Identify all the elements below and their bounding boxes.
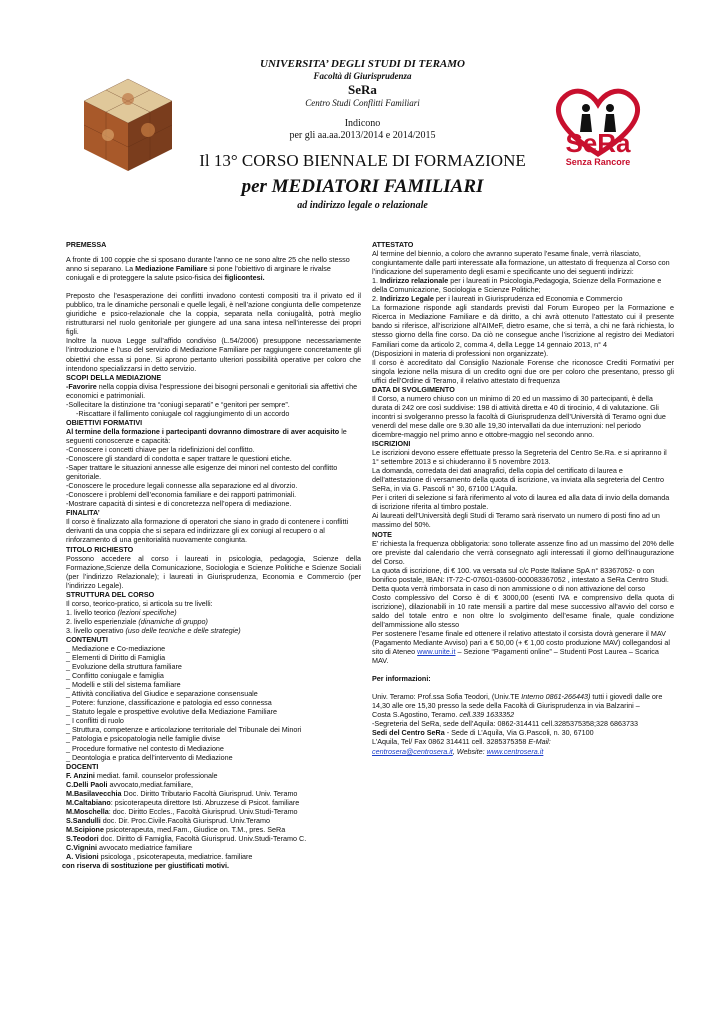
faculty-name: Facoltà di Giurisprudenza <box>313 71 412 81</box>
docente-item: M.Scipione psicoterapeuta, med.Fam., Giudice on. T.M., pres. SeRa <box>66 824 286 834</box>
svg-text:SeRa: SeRa <box>565 128 631 158</box>
scopi-heading: SCOPI DELLA MEDIAZIONE <box>66 372 162 382</box>
finalita-heading: FINALITA’ <box>66 508 100 518</box>
docente-item: C.Delli Paoli avvocato,mediat.familiare, <box>66 779 194 789</box>
finalita-paragraph: Il corso è finalizzato alla formazione di operatori che siano in grado di contenere i conflitti derivanti da una coppia che si separa ed indirizzare gli ex coniugi al recupero o al rinforzamento di una genitorialità nuovamente congiunta. <box>66 517 349 545</box>
docenti-heading: DOCENTI <box>66 761 99 771</box>
docente-item: S.Sandulli doc. Dir. Proc.Civile.Facoltà Giurisprud. Univ.Teramo <box>66 815 270 825</box>
university-name: UNIVERSITA’ DEGLI STUDI DI TERAMO <box>260 58 465 70</box>
obiettivi-item: -Conoscere i concetti chiave per la ridefinizioni del conflitto. <box>66 444 255 454</box>
docente-item: F. Anzini mediat. famil. counselor professionale <box>66 770 218 780</box>
course-title: Il 13° CORSO BIENNALE DI FORMAZIONE <box>199 151 526 170</box>
note-paragraph-3: Costo complessivo del Corso è di € 3000,00 (esenti IVA e comprensivo della quota di iscrizione), dilazionabili in 10 rate mensili a partire dal mese successivo all’avvio del corso e saldo del totale entro e non oltre lo svolgimento dell’esame finale, quale condizione dell’ammissione allo stesso <box>372 592 674 629</box>
livello-item: 2. livello esperienziale (dinamiche di gruppo) <box>66 616 208 626</box>
contenuti-item: _ Modelli e stili del sistema familiare <box>66 680 181 690</box>
iscrizioni-paragraph-4: Ai laureati dell’Università degli Studi di Teramo sarà riservato un numero di posti fino ad un massimo del 50%. <box>372 511 660 530</box>
attestato-paragraph-3: (Disposizioni in materia di professioni non organizzate). <box>372 348 549 358</box>
obiettivi-item: -Conoscere i problemi dell’economia familiare e dei rapporti patrimoniali. <box>66 490 297 500</box>
info-costa: Costa S.Agostino, Teramo. cell.339 1633352 <box>372 710 515 720</box>
indirizzo-relazionale: 1. Indirizzo relazionale per i laureati in Psicologia,Pedagogia, Scienze della Formazione e della Comunicazione, Sociologia e Scienze Politiche; <box>372 276 662 295</box>
academic-years: per gli aa.aa.2013/2014 e 2014/2015 <box>289 130 436 141</box>
contenuti-item: _ Potere: funzione, classificazione e patologia ed esso connessa <box>66 698 272 708</box>
obiettivi-item: -Conoscere le procedure legali connesse alla separazione ed al divorzio. <box>66 481 298 491</box>
docente-item: M.Basilavecchia Doc. Diritto Tributario Facoltà Giurisprud. Univ. Teramo <box>66 788 298 798</box>
note-paragraph-2: La quota di iscrizione, di € 100. va versata sul c/c Poste Italiane SpA n° 83367052- o con bonifico postale, IBAN: IT-72-C-07601-03600-000083367052 , intestato a SeRa Centro Studi. Detta quota verrà rimborsata in caso di non ammissione o di non attivazione del corso <box>372 565 669 593</box>
note-paragraph-1: E’ richiesta la frequenza obbligatoria: sono tollerate assenze fino ad un massimo del 20% delle ore previste dal calendario che verrà consegnato agli interessati il giorno dell’inaugurazione del Corso. <box>372 538 674 566</box>
contenuti-item: _ Conflitto coniugale e famiglia <box>66 671 164 681</box>
iscrizioni-paragraph-3: Per i criteri di selezione si farà riferimento al voto di laurea ed alla data di invio della domanda di iscrizione riferita al timbro postale. <box>372 493 670 512</box>
data-paragraph: Il Corso, a numero chiuso con un minimo di 20 ed un massimo di 30 partecipanti, è della durata di 242 ore così suddivise: 198 di attività diretta e 40 di tirocinio, 4 di valutazione. Gli incontri si svolgeranno presso la facoltà di Giurisprudenza dell’Università di Teramo ogni due venerdì del mese dalle ore 9.30 alle 19,30 intervallati da due interruzioni: nel periodo dicembre-maggio nel primo anno e ottobre-maggio nel secondo anno. <box>372 393 666 439</box>
svg-text:Senza Rancore: Senza Rancore <box>565 157 631 167</box>
obiettivi-item: -Conoscere gli standard di condotta e saper trattare le questioni etiche. <box>66 454 292 464</box>
unite-link[interactable]: www.unite.it <box>417 647 456 657</box>
centro-subtitle: Centro Studi Conflitti Familiari <box>305 98 420 108</box>
contenuti-item: _ Statuto legale e prospettive evolutive della Mediazione Familiare <box>66 707 277 717</box>
premessa-paragraph-2: Preposto che l’esasperazione dei conflitti invadono contesti compositi tra il privato ed il pubblico, tra le dinamiche personali e quelle legali, è nell’azione congiunta delle competenze giuridiche e psico-relazionale che la coppia, separata nella coniugalità, potrà meglio ristrutturarsi nel ruolo genitoriale per giungere ad una sana intesa nell’interesse dei propri figli. <box>66 291 361 337</box>
docente-item: S.Teodori doc. Diritto di Famiglia, Facoltà Giurisprud. Univ.Studi-Teramo C. <box>66 834 307 843</box>
note-heading: NOTE <box>372 529 392 539</box>
info-teramo: Univ. Teramo: Prof.ssa Sofia Teodori, (Univ.TE Interno 0861-266443) tutti i giovedì dalle ore 14,30 alle ore 15,30 presso la sede della Facoltà di Giurisprudenza in via Balzarini – <box>372 692 663 711</box>
obiettivi-intro: Al termine della formazione i partecipanti dovranno dimostrare di aver acquisito le seguenti conoscenze e capacità: <box>66 426 347 445</box>
contenuti-item: _ Elementi di Diritto di Famiglia <box>66 653 166 663</box>
obiettivi-item: -Saper trattare le situazioni annesse alle esigenze dei minori nel contesto del conflitto genitoriale. <box>66 463 338 482</box>
indicono-text: Indicono <box>344 118 381 129</box>
sera-title: SeRa <box>348 82 377 97</box>
iscrizioni-heading: ISCRIZIONI <box>372 439 411 449</box>
premessa-paragraph-3: Inoltre la nuova Legge sull’affido condiviso (L.54/2006) presuppone necessariamente l’introduzione e l’uso del servizio di Mediazione Familiare per raggiungere concretamente gli obiettivi che essa si pone. Si aprono pertanto ulteriori possibilità operative per coloro che intendono specializzarsi in detto servizio. <box>66 336 361 373</box>
contenuti-item: _ Struttura, competenze e articolazione territoriale del Tribunale dei Minori <box>66 725 302 735</box>
info-sedi: Sedi del Centro SeRa - Sede di L’Aquila, Via G.Pascoli, n. 30, 67100 <box>372 728 594 738</box>
obiettivi-item: -Mostrare capacità di sintesi e di concretezza nell’opera di mediazione. <box>66 499 292 509</box>
contenuti-item: _ Patologia e psicopatologia nelle famiglie divise <box>66 734 221 744</box>
premessa-paragraph-1: A fronte di 100 coppie che si sposano durante l’anno ce ne sono altre 25 che nello stesso anno si separano. La Mediazione Familiare si pone l’obiettivo di arginare le rivalse coniugali e di proteggere la salute psico-fisica dei figlicontesi. <box>66 255 350 283</box>
riserva-note: con riserva di sostituzione per giustificati motivi. <box>62 861 229 871</box>
contenuti-item: _ I conflitti di ruolo <box>66 716 124 726</box>
header <box>0 0 725 230</box>
contenuti-item: _ Attività conciliativa del Giudice e separazione consensuale <box>66 689 258 699</box>
note-paragraph-4: Per sostenere l’esame finale ed ottenere il relativo attestato il corsista dovrà generare il MAV (Pagamento Mediante Avviso) pari a € 50,00 (+ € 1,00 costo produzione MAV) collegandosi al sito di Ateneo www.unite.it – Sezione “Pagamenti online” – Studenti Post Laurea – Scarica MAV. <box>372 629 670 666</box>
info-segreteria: -Segreteria del SeRa, sede dell’Aquila: 0862-314411 cell.3285375358;328 6863733 <box>372 719 639 729</box>
contenuti-heading: CONTENUTI <box>66 634 108 644</box>
info-contacts: centrosera@centrosera.it, Website: www.centrosera.it <box>372 746 544 756</box>
website-link[interactable]: www.centrosera.it <box>486 746 544 756</box>
docente-item: A. Visioni psicologa , psicoterapeuta, mediatrice. familiare <box>66 852 253 862</box>
titolo-paragraph: Possono accedere al corso i laureati in psicologia, pedagogia, Scienze della Formazione,Scienze della Comunicazione, Sociologia e Scienze Politiche e Scienze Sociali (per l’indirizzo Relazionale); i laureati in Giurisprudenza, Economia e Commercio (per l’indirizzo Legale). <box>66 553 361 590</box>
sera-logo <box>548 88 648 170</box>
scopi-item-3: -Riscattare il fallimento coniugale col raggiungimento di un accordo <box>76 408 290 418</box>
contenuti-item: _ Mediazione e Co-mediazione <box>66 644 166 654</box>
obiettivi-heading: OBIETTIVI FORMATIVI <box>66 417 143 427</box>
indirizzo-legale: 2. Indirizzo Legale per i laureati in Giurisprudenza ed Economia e Commercio <box>372 294 623 304</box>
iscrizioni-paragraph-1: Le iscrizioni devono essere effettuate presso la Segreteria del Centro Se.Ra. e si apriranno il 1° settembre 2013 e si chiuderanno il 5 novembre 2013. <box>372 448 667 467</box>
docente-item: M.Moschella: doc. Diritto Eccles., Facoltà Giurisprud. Univ.Studi-Teramo <box>66 806 298 816</box>
course-tagline: ad indirizzo legale o relazionale <box>297 200 428 211</box>
scopi-item-2: -Sollecitare la distinzione tra “coniugi separati” e “genitori per sempre”. <box>66 399 290 409</box>
email-link[interactable]: centrosera@centrosera.it <box>372 746 453 756</box>
attestato-heading: ATTESTATO <box>372 240 414 249</box>
right-column <box>372 240 674 756</box>
struttura-intro: Il corso, teorico-pratico, si articola su tre livelli: <box>66 598 213 608</box>
scopi-item-1: -Favorire nella coppia divisa l’espressione dei bisogni personali e genitoriali sia affettivi che economici e patrimoniali. <box>66 381 358 400</box>
contenuti-item: _ Procedure formative nel contesto di Mediazione <box>66 743 224 753</box>
left-column <box>62 240 361 871</box>
titolo-heading: TITOLO RICHIESTO <box>66 544 134 554</box>
iscrizioni-paragraph-2: La domanda, corredata dei dati anagrafici, della copia del certificato di laurea e dell’attestazione di versamento della quota di iscrizione, va inviata alla segreteria del Centro SeRa, in via G. Pascoli n° 30, 67100 L’Aquila. <box>372 466 665 494</box>
livello-item: 3. livello operativo (uso delle tecniche e delle strategie) <box>66 625 241 635</box>
attestato-paragraph-2: La formazione risponde agli standards previsti dal Forum Europeo per la Formazione e Ricerca in Mediazione Familiare e dà diritto, a chi avrà ottenuto l’attestato cui il presente bando si riferisce, all’iscrizione all’AIMeF, dietro esame, che si terrà, a chi ne farà richiesta, lo stesso giorno della fine corso. Da ciò ne consegue anche l’iscrizione al registro dei Mediatori Familiari come da articolo 2, comma 4, della Legge 14 gennaio 2013, n° 4 <box>372 303 674 349</box>
data-heading: DATA DI SVOLGIMENTO <box>372 384 455 394</box>
struttura-heading: STRUTTURA DEL CORSO <box>66 589 155 599</box>
info-heading: Per informazioni: <box>372 674 431 684</box>
info-tel: L’Aquila, Tel/ Fax 0862 314411 cell. 3285375358 E-Mail: <box>372 737 551 747</box>
contenuti-item: _ Deontologia e pratica dell’intervento di Mediazione <box>66 752 233 762</box>
attestato-paragraph-1: Al termine del biennio, a coloro che avranno superato l’esame finale, verrà rilasciato, congiuntamente dalle parti interessate alla formazione, un attestato di frequenza al Corso con l’indicazione del superamento degli esami e specificante uno dei seguenti indirizzi: <box>372 249 670 277</box>
livello-item: 1. livello teorico (lezioni specifiche) <box>66 607 177 617</box>
attestato-paragraph-4: Il corso è accreditato dal Consiglio Nazionale Forense che riconosce Crediti Formativi per singola lezione nella misura di un credito ogni due ore per coloro che presentano, presso gli uffici dell’Ordine di Teramo, il relativo attestato di frequenza <box>372 357 674 385</box>
course-subtitle: per MEDIATORI FAMILIARI <box>241 176 484 197</box>
docente-item: M.Caltabiano: psicoterapeuta direttore Isti. Abruzzese di Psicot. familiare <box>66 797 300 807</box>
contenuti-item: _ Evoluzione della struttura familiare <box>66 662 182 672</box>
docente-item: C.Vignini avvocato mediatrice familiare <box>66 843 193 853</box>
premessa-heading: PREMESSA <box>66 240 107 249</box>
